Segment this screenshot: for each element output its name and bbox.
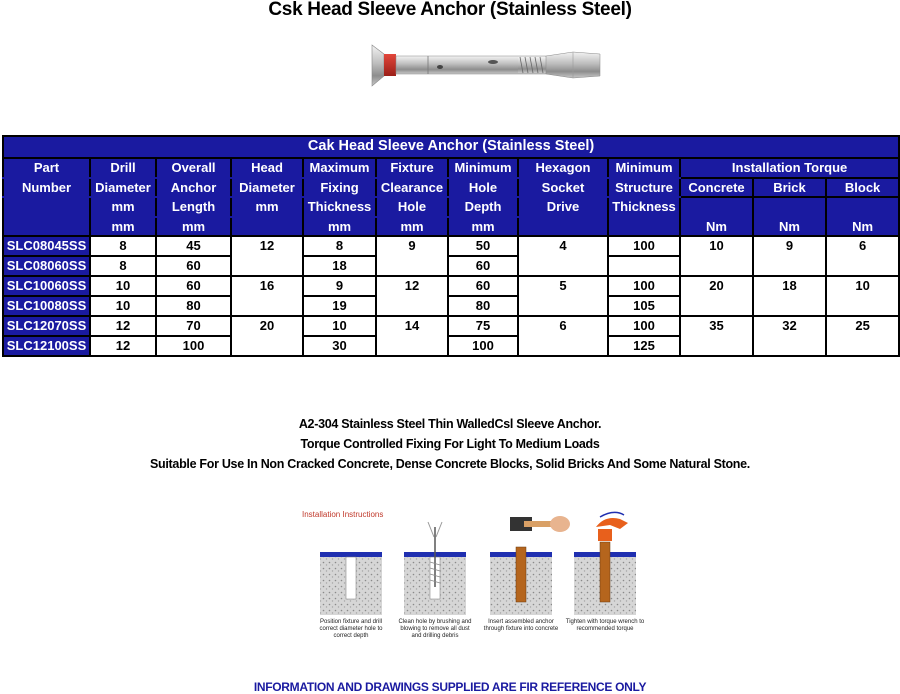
header-depth: Minimum	[448, 158, 518, 178]
header-drill-2: Diameter	[90, 178, 156, 198]
cell-depth: 80	[448, 296, 518, 316]
cell-head: 20	[231, 316, 303, 356]
cell-head: 12	[231, 236, 303, 276]
header-block: Block	[826, 178, 899, 198]
installation-instructions	[298, 507, 648, 652]
header-clearance-4: mm	[376, 217, 448, 237]
step-3-hammer-icon	[490, 516, 570, 615]
cell-drill: 8	[90, 256, 156, 276]
cell-depth: 50	[448, 236, 518, 256]
cell-part: SLC12070SS	[3, 316, 90, 336]
cell-brick: 18	[753, 276, 826, 316]
cell-length: 45	[156, 236, 231, 256]
cell-hex: 6	[518, 316, 608, 356]
cell-concrete: 35	[680, 316, 753, 356]
reference-disclaimer: INFORMATION AND DRAWINGS SUPPLIED ARE FIR REFERENCE ONLY	[253, 680, 647, 694]
header-part-2: Number	[3, 178, 90, 198]
step-4-caption: Tighten with torque wrench to recommended torque	[565, 619, 645, 632]
header-structure: Minimum	[608, 158, 680, 178]
cell-drill: 10	[90, 296, 156, 316]
header-fixing-3: Thickness	[303, 197, 376, 217]
header-concrete: Concrete	[680, 178, 753, 198]
header-structure-2: Structure	[608, 178, 680, 198]
installation-steps-drawing	[298, 507, 648, 617]
header-depth-2: Hole	[448, 178, 518, 198]
header-torque: Installation Torque	[680, 158, 899, 178]
cell-part: SLC08060SS	[3, 256, 90, 276]
header-depth-3: Depth	[448, 197, 518, 217]
cell-clearance: 14	[376, 316, 448, 356]
header-clearance-2: Clearance	[376, 178, 448, 198]
cell-brick: 32	[753, 316, 826, 356]
description-line-2: Torque Controlled Fixing For Light To Medium Loads	[300, 437, 600, 451]
page-title: Csk Head Sleeve Anchor (Stainless Steel)	[268, 0, 632, 20]
header-clearance-3: Hole	[376, 197, 448, 217]
cell-depth: 100	[448, 336, 518, 356]
header-brick: Brick	[753, 178, 826, 198]
cell-brick: 9	[753, 236, 826, 276]
header-fixing-2: Fixing	[303, 178, 376, 198]
header-hex-2: Socket	[518, 178, 608, 198]
header-overall-4: mm	[156, 217, 231, 237]
cell-length: 70	[156, 316, 231, 336]
cell-fixing: 19	[303, 296, 376, 316]
cell-length: 60	[156, 276, 231, 296]
header-drill: Drill	[90, 158, 156, 178]
sleeve-anchor-image	[368, 40, 608, 96]
cell-drill: 10	[90, 276, 156, 296]
header-drill-3: mm	[90, 197, 156, 217]
cell-part: SLC08045SS	[3, 236, 90, 256]
unit-brick: Nm	[753, 197, 826, 236]
table-row	[3, 316, 899, 336]
cell-block: 10	[826, 276, 899, 316]
table-row	[3, 236, 899, 256]
table-caption: Cak Head Sleeve Anchor (Stainless Steel)	[3, 136, 899, 158]
cell-part: SLC10080SS	[3, 296, 90, 316]
header-structure-3: Thickness	[608, 197, 680, 236]
cell-block: 25	[826, 316, 899, 356]
unit-concrete: Nm	[680, 197, 753, 236]
header-part: Part	[3, 158, 90, 178]
cell-fixing: 9	[303, 276, 376, 296]
description-line-1: A2-304 Stainless Steel Thin WalledCsl Sleeve Anchor.	[298, 417, 602, 431]
description-line-3: Suitable For Use In Non Cracked Concrete, Dense Concrete Blocks, Solid Bricks And Some Natural Stone.	[150, 457, 750, 471]
cell-drill: 12	[90, 336, 156, 356]
cell-length: 80	[156, 296, 231, 316]
cell-fixing: 18	[303, 256, 376, 276]
cell-depth: 60	[448, 256, 518, 276]
header-fixing-4: mm	[303, 217, 376, 237]
header-depth-4: mm	[448, 217, 518, 237]
cell-fixing: 8	[303, 236, 376, 256]
header-hex-3: Drive	[518, 197, 608, 236]
header-overall-2: Anchor	[156, 178, 231, 198]
cell-part: SLC12100SS	[3, 336, 90, 356]
header-head-3: mm	[231, 197, 303, 236]
header-part-3	[3, 197, 90, 236]
spec-table	[2, 135, 900, 357]
header-clearance: Fixture	[376, 158, 448, 178]
cell-fixing: 30	[303, 336, 376, 356]
step-3-caption: Insert assembled anchor through fixture into concrete	[483, 619, 559, 632]
installation-title: Installation Instructions	[302, 510, 384, 519]
cell-structure: 125	[608, 336, 680, 356]
cell-head: 16	[231, 276, 303, 316]
step-2-caption: Clean hole by brushing and blowing to remove all dust and drilling debris	[398, 619, 472, 639]
cell-structure: 100	[608, 236, 680, 256]
table-row	[3, 276, 899, 296]
cell-clearance: 9	[376, 236, 448, 276]
cell-depth: 75	[448, 316, 518, 336]
header-overall: Overall	[156, 158, 231, 178]
cell-fixing: 10	[303, 316, 376, 336]
step-2-clean-icon	[404, 522, 466, 615]
cell-depth: 60	[448, 276, 518, 296]
cell-structure	[608, 256, 680, 276]
cell-hex: 4	[518, 236, 608, 276]
header-overall-3: Length	[156, 197, 231, 217]
cell-part: SLC10060SS	[3, 276, 90, 296]
product-description	[0, 414, 900, 474]
cell-block: 6	[826, 236, 899, 276]
cell-drill: 8	[90, 236, 156, 256]
cell-clearance: 12	[376, 276, 448, 316]
unit-block: Nm	[826, 197, 899, 236]
header-head-2: Diameter	[231, 178, 303, 198]
header-fixing: Maximum	[303, 158, 376, 178]
cell-drill: 12	[90, 316, 156, 336]
header-drill-4: mm	[90, 217, 156, 237]
cell-concrete: 20	[680, 276, 753, 316]
cell-length: 100	[156, 336, 231, 356]
cell-hex: 5	[518, 276, 608, 316]
cell-structure: 105	[608, 296, 680, 316]
step-4-torque-wrench-icon	[574, 512, 636, 615]
header-head: Head	[231, 158, 303, 178]
cell-structure: 100	[608, 276, 680, 296]
step-1-caption: Position fixture and drill correct diameter hole to correct depth	[319, 619, 383, 639]
header-hex: Hexagon	[518, 158, 608, 178]
step-1-drill-icon	[320, 552, 382, 615]
cell-concrete: 10	[680, 236, 753, 276]
cell-length: 60	[156, 256, 231, 276]
cell-structure: 100	[608, 316, 680, 336]
